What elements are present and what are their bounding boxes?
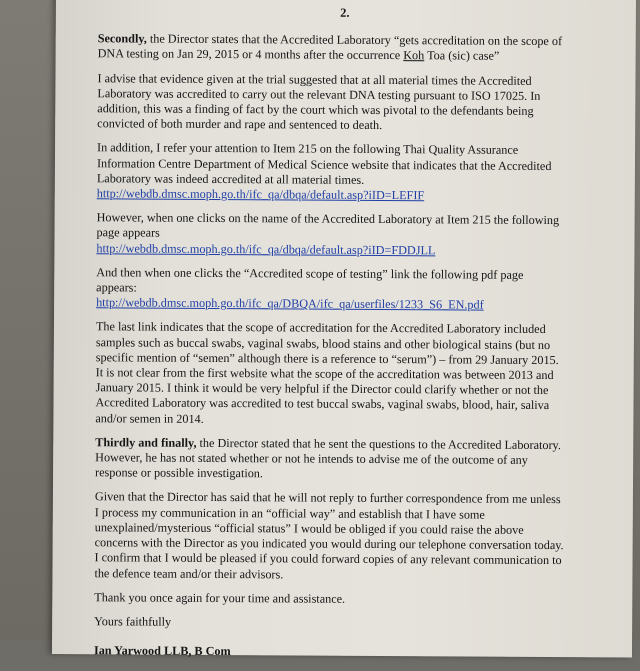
secondly-lead: Secondly, bbox=[97, 31, 147, 46]
paragraph-trial-evidence: I advise that evidence given at the trial suggested that at all material times the Accredited Laboratory was accredited to carry out the relevant DNA testing pursuant to ISO 17025. In addition, this was a finding of fact by the court which was pivotal to the defendants being convicted of both murder and rape and sentenced to death. bbox=[97, 70, 541, 133]
paragraph-request: Given that the Director has said that he will not reply to further correspondence from me unless I process my communication in an “official way” and establish that I have some unexplained/mysterious “official status” I would be obliged if you could raise the above concerns with the Director as you indicated you would during our telephone conversation today. I confirm that I would be pleased if you could forward copies of any relevant communication to the defence team and/or their advisors. bbox=[94, 489, 564, 581]
thirdly-lead: Thirdly and finally, bbox=[95, 435, 197, 450]
link-lefif[interactable]: http://webdb.dmsc.moph.go.th/ifc_qa/dbqa/default.asp?iID=LEFIF bbox=[96, 186, 425, 203]
link-scope-pdf[interactable]: http://webdb.dmsc.moph.go.th/ifc_qa/DBQA/ifc_qa/userfiles/1233_S6_EN.pdf bbox=[96, 295, 484, 312]
closing-line: Yours faithfully bbox=[94, 614, 172, 629]
signature: Ian Yarwood LLB, B Com bbox=[93, 643, 231, 659]
link-fddjll[interactable]: http://webdb.dmsc.moph.go.th/ifc_qa/dbqa/default.asp?iID=FDDJLL bbox=[96, 240, 436, 257]
paragraph-scope-analysis: The last link indicates that the scope of accreditation for the Accredited Laboratory included samples such as buccal swabs, vaginal swabs, blood stains and other biological stains (but no specific mention of “semen” although there is a reference to “serum”) – from 29 January 2015. It is not clear from the first website what the scope of the accreditation was between 2013 and January 2015. I think it would be very helpful if the Director could clarify whether or not the Accredited Laboratory was accredited to test buccal swabs, vaginal swabs, blood, hair, saliva and/or semen in 2014. bbox=[95, 319, 559, 426]
koh-underlined: Koh bbox=[403, 48, 425, 63]
paragraph-lab-name: However, when one clicks on the name of the Accredited Laboratory at Item 215 the following page appears http://webdb.dmsc.moph.go.th/ifc_qa/dbqa/default.asp?iID=FDDJLL bbox=[96, 210, 560, 257]
paragraph-item-215: In addition, I refer your attention to Item 215 on the following Thai Quality Assurance Information Centre Department of Medical Science website that indicates that the Accredited Laboratory was indeed accredited at all material times. http://webdb.dmsc.moph.go.th/ifc_qa/dbqa/default.asp?iID=LEFIF bbox=[96, 140, 552, 203]
letter-body bbox=[94, 4, 568, 670]
paragraph-thanks: Thank you once again for your time and assistance. bbox=[94, 589, 346, 606]
document-page bbox=[52, 0, 636, 658]
paragraph-secondly: Secondly, the Director states that the Accredited Laboratory “gets accreditation on the scope of DNA testing on Jan 29, 2015 or 4 months after the occurrence Koh Toa (sic) case” bbox=[97, 31, 563, 64]
paragraph-scope-pdf: And then when one clicks the “Accredited scope of testing” link the following pdf page appears: http://webdb.dmsc.moph.go.th/ifc_qa/DBQA/ifc_qa/userfiles/1233_S6_EN.pdf bbox=[96, 265, 524, 312]
page-number: 2. bbox=[340, 5, 350, 20]
paragraph-thirdly: Thirdly and finally, the Director stated that he sent the questions to the Accredited Laboratory. However, he has not stated whether or not he intends to advise me of the outcome of any response or possible investigation. bbox=[95, 435, 561, 481]
